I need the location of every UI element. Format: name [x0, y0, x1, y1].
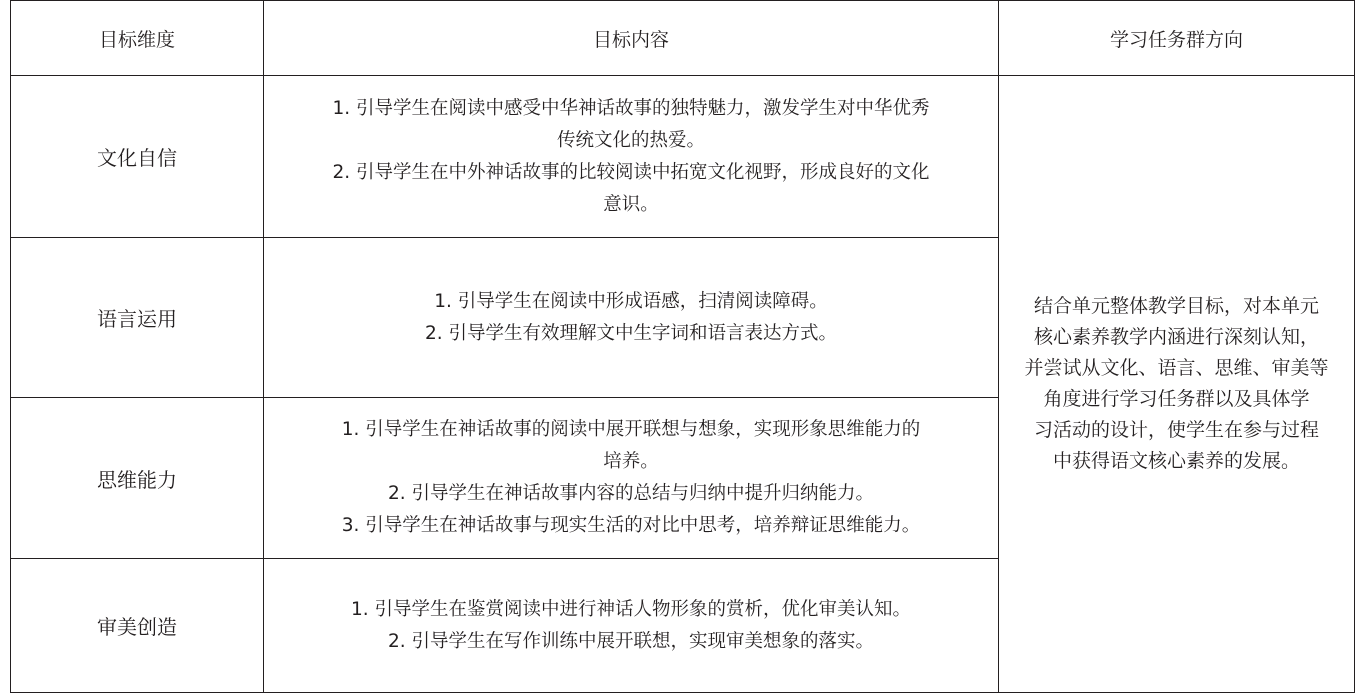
header-direction: 学习任务群方向 [999, 1, 1355, 76]
direction-line: 结合单元整体教学目标，对本单元 [1033, 295, 1319, 317]
dimension-cell: 审美创造 [11, 559, 264, 693]
content-cell [264, 238, 999, 398]
direction-cell [999, 76, 1355, 693]
direction-line: 并尝试从文化、语言、思维、审美等 [1024, 357, 1329, 379]
content-cell [264, 398, 999, 559]
direction-line: 角度进行学习任务群以及具体学 [1043, 388, 1310, 410]
objectives-table [10, 0, 1355, 693]
content-line: 2. 引导学生在神话故事内容的总结与归纳中提升归纳能力。 [387, 483, 875, 504]
content-line: 1. 引导学生在阅读中感受中华神话故事的独特魅力，激发学生对中华优秀 [332, 97, 930, 119]
content-line: 3. 引导学生在神话故事与现实生活的对比中思考，培养辩证思维能力。 [341, 515, 921, 536]
content-line: 1. 引导学生在鉴赏阅读中进行神话人物形象的赏析，优化审美认知。 [350, 598, 912, 620]
dimension-cell: 语言运用 [11, 238, 264, 398]
dimension-cell: 文化自信 [11, 76, 264, 238]
content-line: 2. 引导学生有效理解文中生字词和语言表达方式。 [424, 322, 838, 344]
direction-line: 中获得语文核心素养的发展。 [1052, 450, 1300, 472]
header-row [11, 1, 1355, 76]
content-line: 传统文化的热爱。 [556, 129, 705, 151]
content-line: 1. 引导学生在神话故事的阅读中展开联想与想象，实现形象思维能力的 [341, 419, 921, 440]
table-row [11, 76, 1355, 238]
content-cell [264, 76, 999, 238]
direction-line: 核心素养教学内涵进行深刻认知， [1033, 326, 1319, 348]
header-dimension: 目标维度 [11, 1, 264, 76]
dimension-cell: 思维能力 [11, 398, 264, 559]
direction-line: 习活动的设计，使学生在参与过程 [1033, 419, 1319, 441]
content-line: 培养。 [603, 451, 659, 472]
content-line: 2. 引导学生在中外神话故事的比较阅读中拓宽文化视野，形成良好的文化 [332, 161, 930, 183]
content-line: 2. 引导学生在写作训练中展开联想，实现审美想象的落实。 [387, 630, 875, 652]
content-line: 意识。 [603, 193, 659, 215]
header-content: 目标内容 [264, 1, 999, 76]
content-line: 1. 引导学生在阅读中形成语感，扫清阅读障碍。 [434, 290, 828, 312]
content-cell [264, 559, 999, 693]
